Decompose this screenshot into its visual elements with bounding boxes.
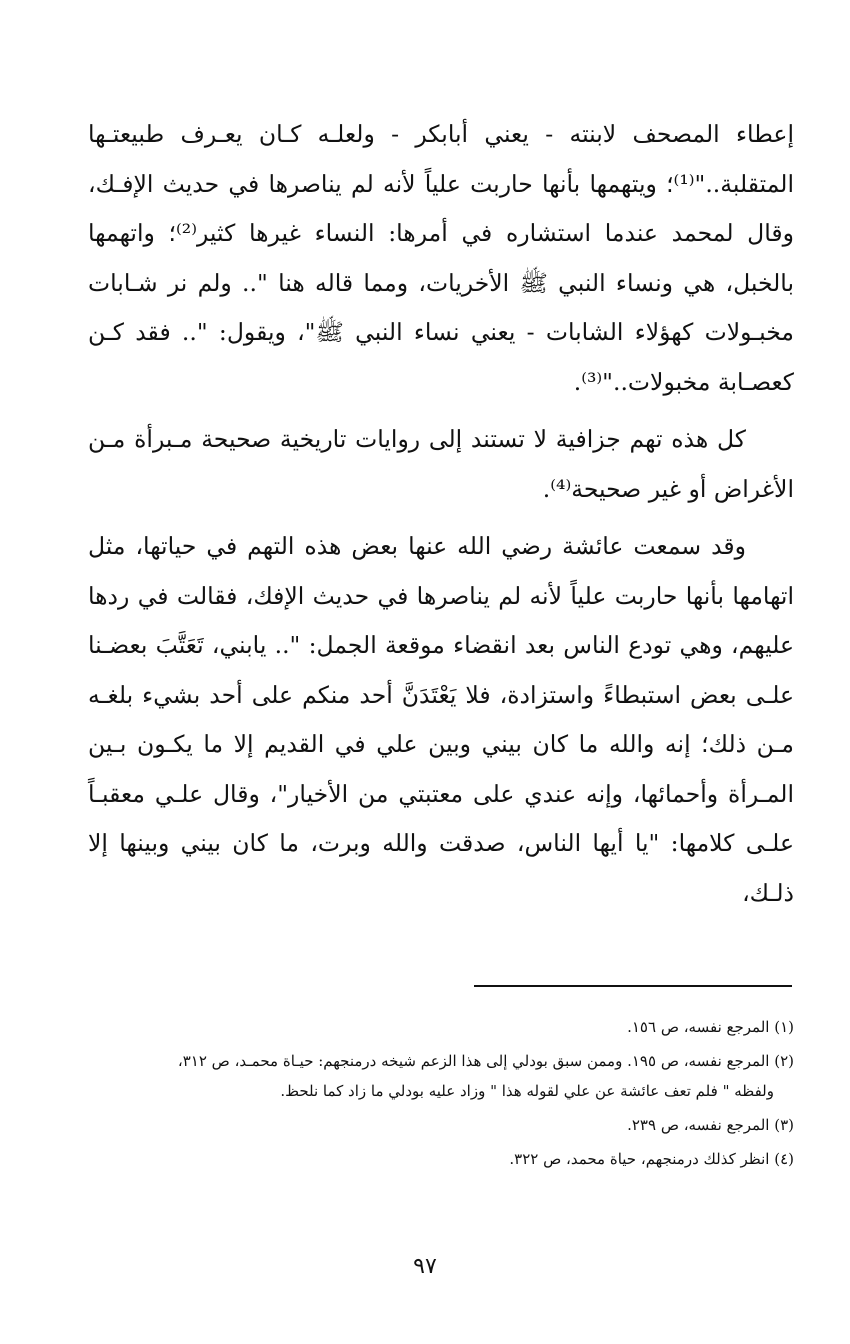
paragraph-3: وقد سمعت عائشة رضي الله عنها بعض هذه التهم في حياتها، مثل اتهامها بأنها حاربت علياً لأنه لم يناصرها في حديث الإفك، فقالت في ردها عليهم، وهي تودع الناس بعد انقضاء موقعة الجمل: ".. يابني، تَعَتَّبَ بعضـنا علـى بعض استبطاءً واستزادة، فلا يَعْتَدَنَّ أحد منكم على أحد بشيء بلغـه مـن ذلك؛ إنه والله ما كان بيني وبين علي في القديم إلا ما يكـون بـين المـرأة وأحمائها، وإنه عندي على معتبتي من الأخيار"، وقال علـي معقبـاً علـى كلامها: "يا أيها الناس، صدقت والله وبرت، ما كان بيني وبينها إلا ذلـك، [88, 532, 794, 907]
footnotes [88, 1010, 794, 1176]
paragraph-1: إعطاء المصحف لابنته - يعني أبابكر - ولعلـه كـان يعـرف طبيعتـها المتقلبة.."⁽¹⁾؛ ويتهمها بأنها حاربت علياً لأنه لم يناصرها في حديث الإفـك، وقال لمحمد عندما استشاره في أمرها: النساء غيرها كثير⁽²⁾؛ واتهمها بالخبل، هي ونساء النبي ﷺ الأخريات، ومما قاله هنا ".. ولم نر شـابات مخبـولات كهؤلاء الشابات - يعني نساء النبي ﷺ"، ويقول: ".. فقد كـن كعصـابة مخبولات.."⁽³⁾. [88, 120, 794, 396]
page-number: ٩٧ [413, 1254, 437, 1279]
main-text [88, 110, 794, 926]
footnote-2-continuation: ولفظه " فلم تعف عائشة عن علي لقوله هذا " وزاد عليه بودلي ما زاد كما نلحظ. [280, 1082, 774, 1100]
footnote-2: (٢) المرجع نفسه، ص ١٩٥. وممن سبق بودلي إلى هذا الزعم شيخه درمنجهم: حيـاة محمـد، ص ٣١٢، [177, 1052, 794, 1070]
paragraph-2: كل هذه تهم جزافية لا تستند إلى روايات تاريخية صحيحة مـبرأة مـن الأغراض أو غير صحيحة⁽⁴⁾. [88, 425, 794, 503]
footnote-3: (٣) المرجع نفسه، ص ٢٣٩. [627, 1116, 794, 1134]
footnote-4: (٤) انظر كذلك درمنجهم، حياة محمد، ص ٣٢٢. [509, 1150, 794, 1168]
footnote-separator [474, 985, 792, 987]
footnote-1: (١) المرجع نفسه، ص ١٥٦. [627, 1018, 794, 1036]
